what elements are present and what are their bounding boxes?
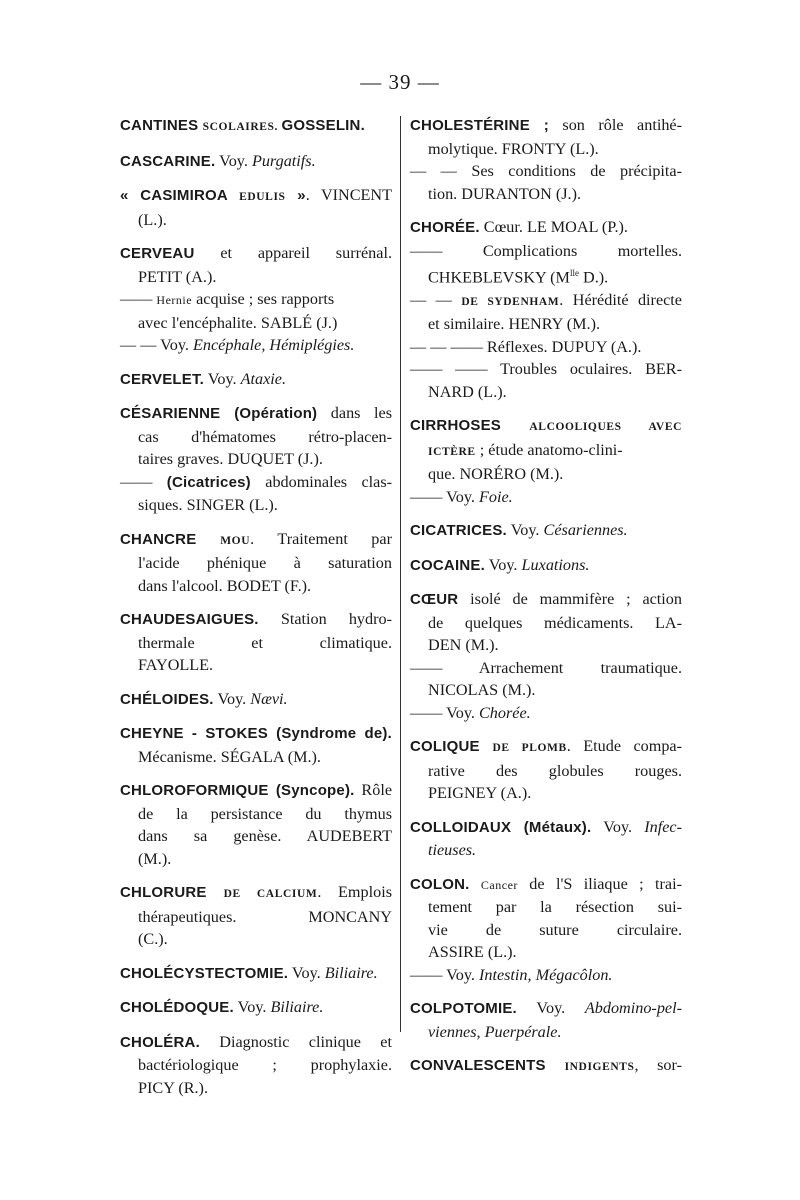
entry-line [120,928,392,951]
entry-text: tion. DURANTON (J.). [428,184,582,203]
entry-line [410,964,682,987]
entry-text: Biliaire. [270,998,324,1016]
entry-headword: CICATRICES. [410,522,507,540]
entry-text: INDIGENTS [564,1061,635,1074]
entry-line [410,997,682,1021]
entry-line [120,114,392,139]
entry-line [410,612,682,635]
entry-text: de l'S iliaque ; trai- [517,874,683,893]
entry-text: Voy. [516,999,585,1018]
index-entry [120,608,392,677]
index-entry [120,528,392,598]
entry-text: taires graves. DUQUET (J.). [138,450,323,468]
entry-text: viennes, Puerpérale. [428,1022,562,1041]
entry-line [120,803,392,826]
entry-text: et appareil surrénal. [194,244,392,262]
entry-text: Ataxie. [240,369,287,388]
entry-line [410,919,682,942]
entry-line [120,402,392,426]
entry-text: isolé de mammifère ; action [458,590,682,609]
entry-headword: CHOLÉCYSTECTOMIE. [120,964,289,982]
entry-line [410,336,682,359]
entry-text: Voy. [484,555,522,574]
entry-line [120,654,392,677]
entry-line [410,138,682,161]
entry-headword: GOSSELIN. [281,117,365,134]
entry-headword: » [285,187,306,204]
entry-text: Césariennes. [543,521,628,540]
entry-text: abdominales clas- [250,472,393,491]
entry-text: Voy. [204,369,241,388]
entry-line [120,632,392,655]
entry-line [120,825,392,848]
entry-text: DE SYDENHAM [461,295,560,308]
entry-text: cas d'hématomes rétro-placen- [138,427,392,446]
entry-line [410,839,682,862]
entry-text: tieuses. [428,841,477,860]
entry-headword: CONVALESCENTS [410,1057,565,1075]
entry-line [410,439,682,464]
entry-line [410,183,682,206]
entry-text: MOU [220,534,251,547]
entry-line [410,289,682,314]
entry-line [410,1021,682,1044]
entry-text: Encéphale, Hémiplégies. [193,336,355,354]
entry-text: son rôle antihé- [548,116,682,134]
entry-text: —— Arrachement traumatique. [410,658,682,677]
entry-headword: CHAUDESAIGUES. [120,611,259,628]
entry-headword: CANTINES [120,117,203,134]
entry-line [120,779,392,803]
index-entry [410,414,682,508]
entry-text: dans sa genèse. AUDEBERT [138,827,392,845]
column-divider [400,116,401,1032]
entry-text: Cancer [480,877,518,892]
index-entry [120,688,392,712]
entry-text: Mécanisme. SÉGALA (M.). [138,747,321,766]
index-entry [120,150,392,174]
index-entry [410,114,682,205]
entry-line [120,334,392,357]
entry-text: D.). [578,268,609,287]
entry-text: NARD (L.). [428,382,507,401]
entry-line [120,528,392,553]
entry-text: (C.). [138,930,168,948]
entry-text: PEIGNEY (A.). [428,784,532,803]
index-entry [120,114,392,139]
entry-text: dans les [317,404,392,422]
entry-text: Infec- [644,817,683,836]
entry-text: —— Voy. [410,703,479,722]
entry-text: thermale et climatique. [138,633,392,652]
entry-line [120,242,392,266]
entry-headword: CASCARINE. [120,152,216,170]
entry-line [120,996,392,1020]
entry-line [120,962,392,986]
entry-line [410,114,682,138]
entry-headword: « CASIMIROA [120,187,240,204]
entry-text: lle [569,268,579,278]
entry-line [410,381,682,404]
index-entry [410,216,682,403]
entry-line [410,358,682,381]
entry-line [410,588,682,612]
entry-text: Voy. [215,151,252,170]
entry-line [120,426,392,449]
entry-line [410,760,682,783]
index-entry [410,816,682,862]
entry-line [120,1054,392,1077]
entry-text: —— Complications mortelles. [410,241,682,260]
index-entry [410,997,682,1043]
entry-line [120,1031,392,1055]
entry-line [120,471,392,495]
entry-text: ALCOOLIQUES AVEC [529,421,682,434]
entry-text: Station hydro- [258,610,392,628]
entry-text: NICOLAS (M.). [428,681,536,700]
entry-text: Rôle [354,781,393,799]
entry-text: FAYOLLE. [138,656,214,674]
entry-text: vie de suture circulaire. [428,920,682,939]
index-entry [120,242,392,357]
entry-text: — — Voy. [120,336,194,354]
entry-text: . Emplois [317,883,392,901]
entry-text: rative des globules rouges. [428,761,682,780]
entry-text: EDULIS [239,191,286,203]
entry-headword: CÉSARIENNE (Opération) [120,405,318,422]
entry-line [120,494,392,517]
entry-line [120,288,392,312]
entry-text: (L.). [138,210,167,229]
index-entry [120,962,392,986]
entry-line [120,722,392,746]
index-entry [120,368,392,392]
index-entry [410,554,682,578]
entry-line [410,634,682,657]
index-entry [120,184,392,231]
entry-text: —— Voy. [410,965,479,984]
entry-line [410,262,682,289]
entry-headword: CHEYNE - STOKES (Syndrome de). [120,725,392,742]
entry-text: siques. SINGER (L.). [138,496,278,514]
entry-headword: CHANCRE [120,530,221,548]
entry-text: . Hérédité directe [559,290,682,309]
entry-headword: CHLORURE [120,884,224,901]
index-entry [410,588,682,724]
entry-headword: (Cicatrices) [166,473,251,491]
entry-text: Luxations. [521,555,590,574]
entry-line [410,216,682,240]
entry-text: Cœur. LE MOAL (P.). [479,218,628,236]
entry-text: Nævi. [250,689,288,708]
entry-text: avec l'encéphalite. SABLÉ (J.) [138,313,338,332]
page-number: — 39 — [360,70,440,94]
entry-text: Voy. [288,963,325,982]
entry-line [410,1054,682,1079]
entry-text: DE CALCIUM [223,888,318,900]
entry-line [120,150,392,174]
entry-text: que. NORÉRO (M.). [428,465,564,484]
entry-text: —— [120,472,167,491]
entry-line [410,896,682,919]
entry-text: . VINCENT [305,186,392,204]
entry-line [410,782,682,805]
entry-line [410,816,682,840]
left-column [120,114,392,1110]
entry-line [410,486,682,509]
entry-headword: CHOLÉDOQUE. [120,999,234,1016]
entry-line [120,746,392,769]
entry-text: DEN (M.). [428,636,499,655]
entry-line [120,1077,392,1100]
entry-headword: COLPOTOMIE. [410,1000,517,1018]
entry-text: Biliaire. [324,963,378,982]
entry-text: ICTÈRE [428,445,476,458]
entry-text: molytique. FRONTY (L.). [428,139,599,158]
entry-line [120,448,392,471]
entry-text: Chorée. [478,703,531,722]
entry-text: acquise ; ses rapports [192,290,335,308]
entry-text: — — [410,290,462,309]
entry-line [410,463,682,486]
entry-line [120,881,392,906]
entry-text [470,875,481,893]
entry-text: Hernie [156,293,193,307]
entry-line [120,184,392,209]
entry-line [120,312,392,335]
index-entry [120,1031,392,1100]
entry-text: SCOLAIRES. [202,121,282,133]
entry-headword: COLIQUE [410,738,493,756]
entry-text: Foie. [478,487,513,506]
entry-headword: CHÉLOIDES. [120,690,214,708]
entry-line [120,688,392,712]
index-entry [120,402,392,517]
entry-line [410,941,682,964]
index-entry [410,1054,682,1079]
entry-text: de la persistance du thymus [138,804,392,823]
index-entry [120,881,392,951]
index-entry [120,779,392,870]
entry-text: l'acide phénique à saturation [138,554,392,572]
entry-text: PETIT (A.). [138,267,217,286]
entry-text: —— —— Troubles oculaires. BER- [410,360,682,379]
entry-text: dans l'alcool. BODET (F.). [138,576,312,595]
entry-line [120,906,392,929]
entry-headword: COLON. [410,875,470,893]
entry-text: — — —— Réflexes. DUPUY (A.). [410,337,642,356]
entry-headword: COCAINE. [410,556,485,574]
index-entry [410,519,682,543]
entry-text: Voy. [233,998,271,1016]
entry-line [410,873,682,897]
entry-text: tement par la résection sui- [428,898,682,917]
entry-text: (M.). [138,849,172,868]
entry-text: DE PLOMB [492,742,567,755]
entry-text: ASSIRE (L.). [428,943,517,962]
right-column [410,114,682,1090]
entry-line [410,240,682,263]
entry-text: Abdomino-pel- [584,999,682,1018]
entry-line [410,519,682,543]
entry-text: thérapeutiques. MONCANY [138,907,392,926]
entry-line [120,266,392,289]
entry-line [120,552,392,575]
entry-headword: COLLOIDAUX (Métaux). [410,818,592,836]
entry-text: de quelques médicaments. LA- [428,613,682,632]
entry-line [410,414,682,439]
entry-line [120,575,392,598]
entry-headword: CŒUR [410,591,459,609]
entry-headword: CHOLESTÉRINE ; [410,117,549,134]
entry-text: Intestin, Mégacôlon. [478,965,613,984]
entry-text: Purgatifs. [251,151,316,170]
index-entry [120,996,392,1020]
index-entry [120,722,392,768]
entry-text: bactériologique ; prophylaxie. [138,1056,392,1074]
entry-text: Voy. [591,817,645,836]
entry-text: et similaire. HENRY (M.). [428,315,601,334]
entry-text: . Etude compa- [566,737,682,756]
entry-line [120,848,392,871]
entry-text: — — Ses conditions de précipita- [410,162,682,180]
entry-text: Diagnostic clinique et [199,1032,392,1051]
entry-text: —— Voy. [410,487,479,506]
entry-headword: CHLOROFORMIQUE (Syncope). [120,782,355,799]
index-entry [410,873,682,987]
entry-line [410,735,682,760]
entry-text: Voy. [506,521,544,540]
entry-line [410,679,682,702]
entry-line [120,209,392,232]
entry-line [410,554,682,578]
entry-text: Voy. [213,689,251,708]
entry-headword: CHORÉE. [410,219,480,236]
entry-line [410,702,682,725]
entry-text: . Traitement par [250,529,392,548]
entry-line [410,313,682,336]
entry-text: CHKEBLEVSKY (M [428,268,570,287]
entry-headword: CERVELET. [120,370,205,388]
entry-line [120,608,392,632]
entry-line [410,160,682,183]
entry-headword: CERVEAU [120,245,195,262]
entry-text: —— [120,290,157,308]
entry-line [120,368,392,392]
index-entry [410,735,682,805]
entry-headword: CHOLÉRA. [120,1033,200,1051]
entry-text: ; étude anatomo-clini- [475,440,623,459]
entry-line [410,657,682,680]
entry-text: , sor- [634,1056,682,1075]
entry-text: PICY (R.). [138,1078,208,1097]
entry-headword: CIRRHOSES [410,417,530,435]
